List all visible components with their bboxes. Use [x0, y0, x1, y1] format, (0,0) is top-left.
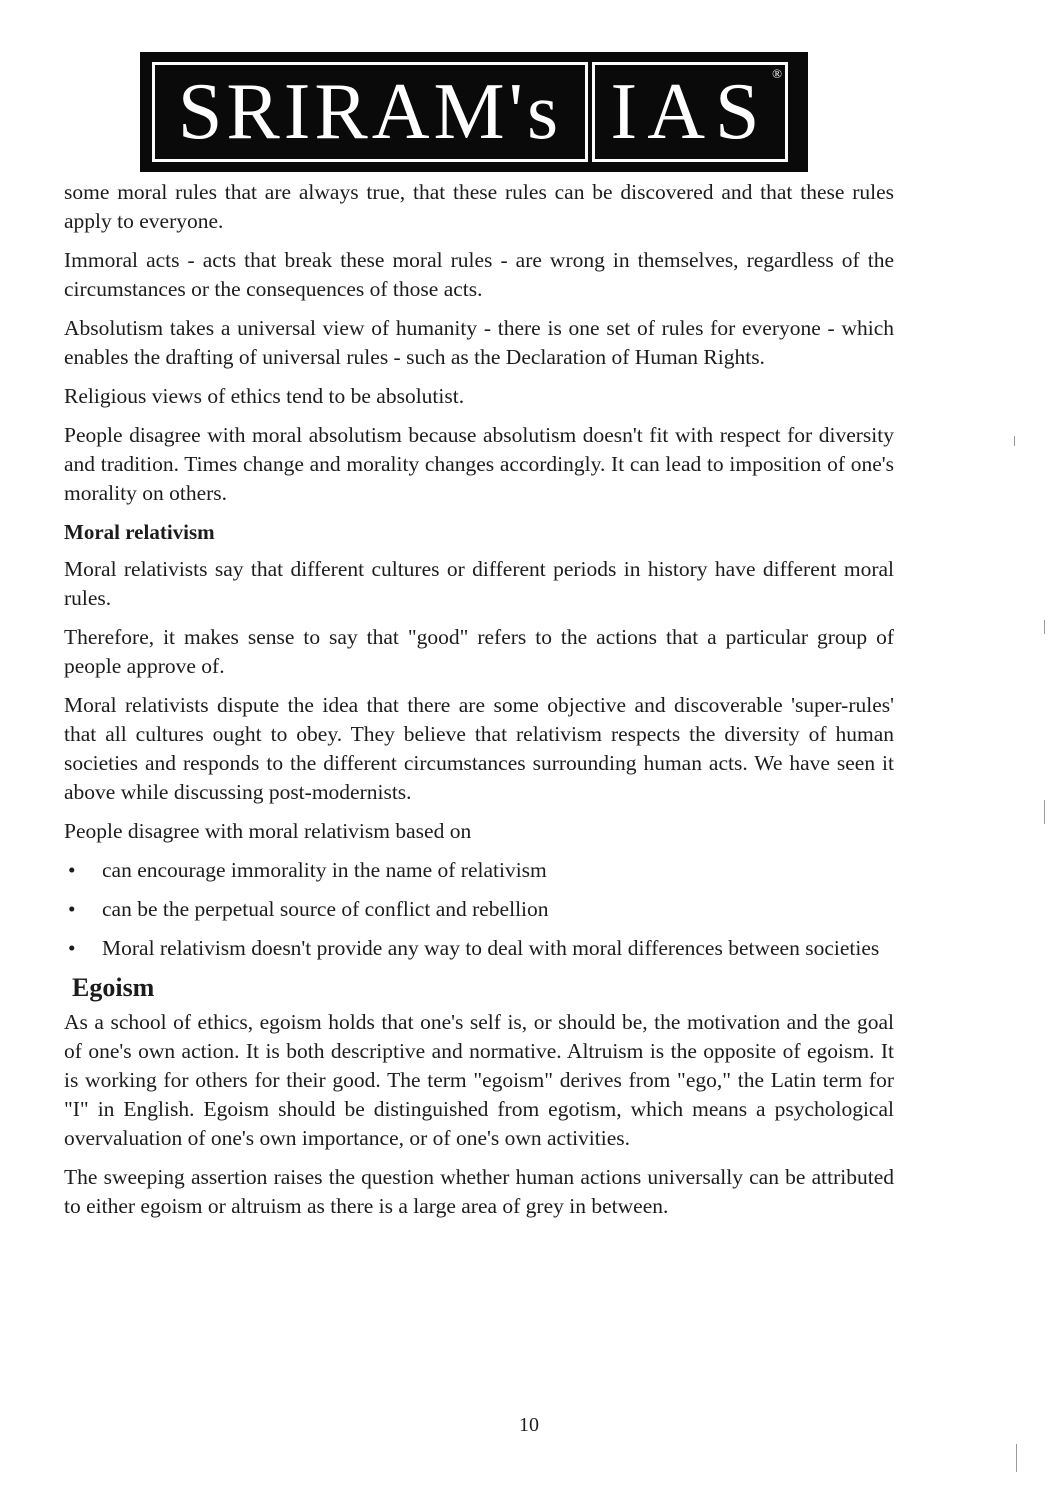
paragraph: some moral rules that are always true, that these rules can be discovered and that these rules apply to everyone. [64, 180, 894, 233]
paragraph: Religious views of ethics tend to be absolutist. [64, 384, 465, 408]
logo [140, 52, 808, 172]
paragraph: People disagree with moral absolutism because absolutism doesn't fit with respect for diversity and tradition. Times change and morality changes accordingly. It can lead to imposition of one's morality on others. [64, 423, 894, 505]
paragraph: Immoral acts - acts that break these moral rules - are wrong in themselves, regardless of the circumstances or the consequences of those acts. [64, 248, 894, 301]
registered-mark: ® [772, 66, 782, 81]
section-heading-moral-relativism: Moral relativism [64, 520, 215, 544]
scan-margin-mark [1016, 1444, 1017, 1472]
section-heading-egoism: Egoism [72, 973, 155, 1002]
bullet-item: • can encourage immorality in the name of relativism [64, 856, 894, 885]
bullet-item: • can be the perpetual source of conflict and rebellion [64, 895, 894, 924]
bullet-item: • Moral relativism doesn't provide any way to deal with moral differences between societies [64, 934, 894, 963]
scan-margin-mark [1044, 800, 1045, 824]
paragraph: As a school of ethics, egoism holds that one's self is, or should be, the motivation and the goal of one's own action. It is both descriptive and normative. Altruism is the opposite of egoism. It is working for others for their good. The term "egoism" derives from "ego," the Latin term for "I" in English. Egoism should be distinguished from egotism, which means a psychological overvaluation of one's own importance, or of one's own activities. [64, 1010, 894, 1150]
logo-frame [152, 62, 796, 162]
page-number: 10 [519, 1414, 539, 1436]
paragraph: Moral relativists dispute the idea that there are some objective and discoverable 'super-rules' that all cultures ought to obey. They believe that relativism respects the diversity of human societies and responds to the different circumstances surrounding human acts. We have seen it above while discussing post-modernists. [64, 693, 894, 804]
paragraph: The sweeping assertion raises the question whether human actions universally can be attributed to either egoism or altruism as there is a large area of grey in between. [64, 1165, 894, 1218]
paragraph: People disagree with moral relativism based on [64, 819, 472, 843]
logo-text-sriram: SRIRAM's [152, 62, 588, 162]
paragraph: Moral relativists say that different cultures or different periods in history have different moral rules. [64, 557, 894, 610]
page-content [64, 178, 894, 1231]
paragraph: Therefore, it makes sense to say that "good" refers to the actions that a particular group of people approve of. [64, 625, 894, 678]
paragraph: Absolutism takes a universal view of humanity - there is one set of rules for everyone - which enables the drafting of universal rules - such as the Declaration of Human Rights. [64, 316, 894, 369]
scan-margin-mark [1014, 436, 1015, 446]
logo-box-ias [592, 62, 788, 162]
logo-text-ias: IAS [610, 68, 770, 156]
scan-margin-mark [1044, 620, 1045, 634]
bullet-list [64, 856, 894, 963]
